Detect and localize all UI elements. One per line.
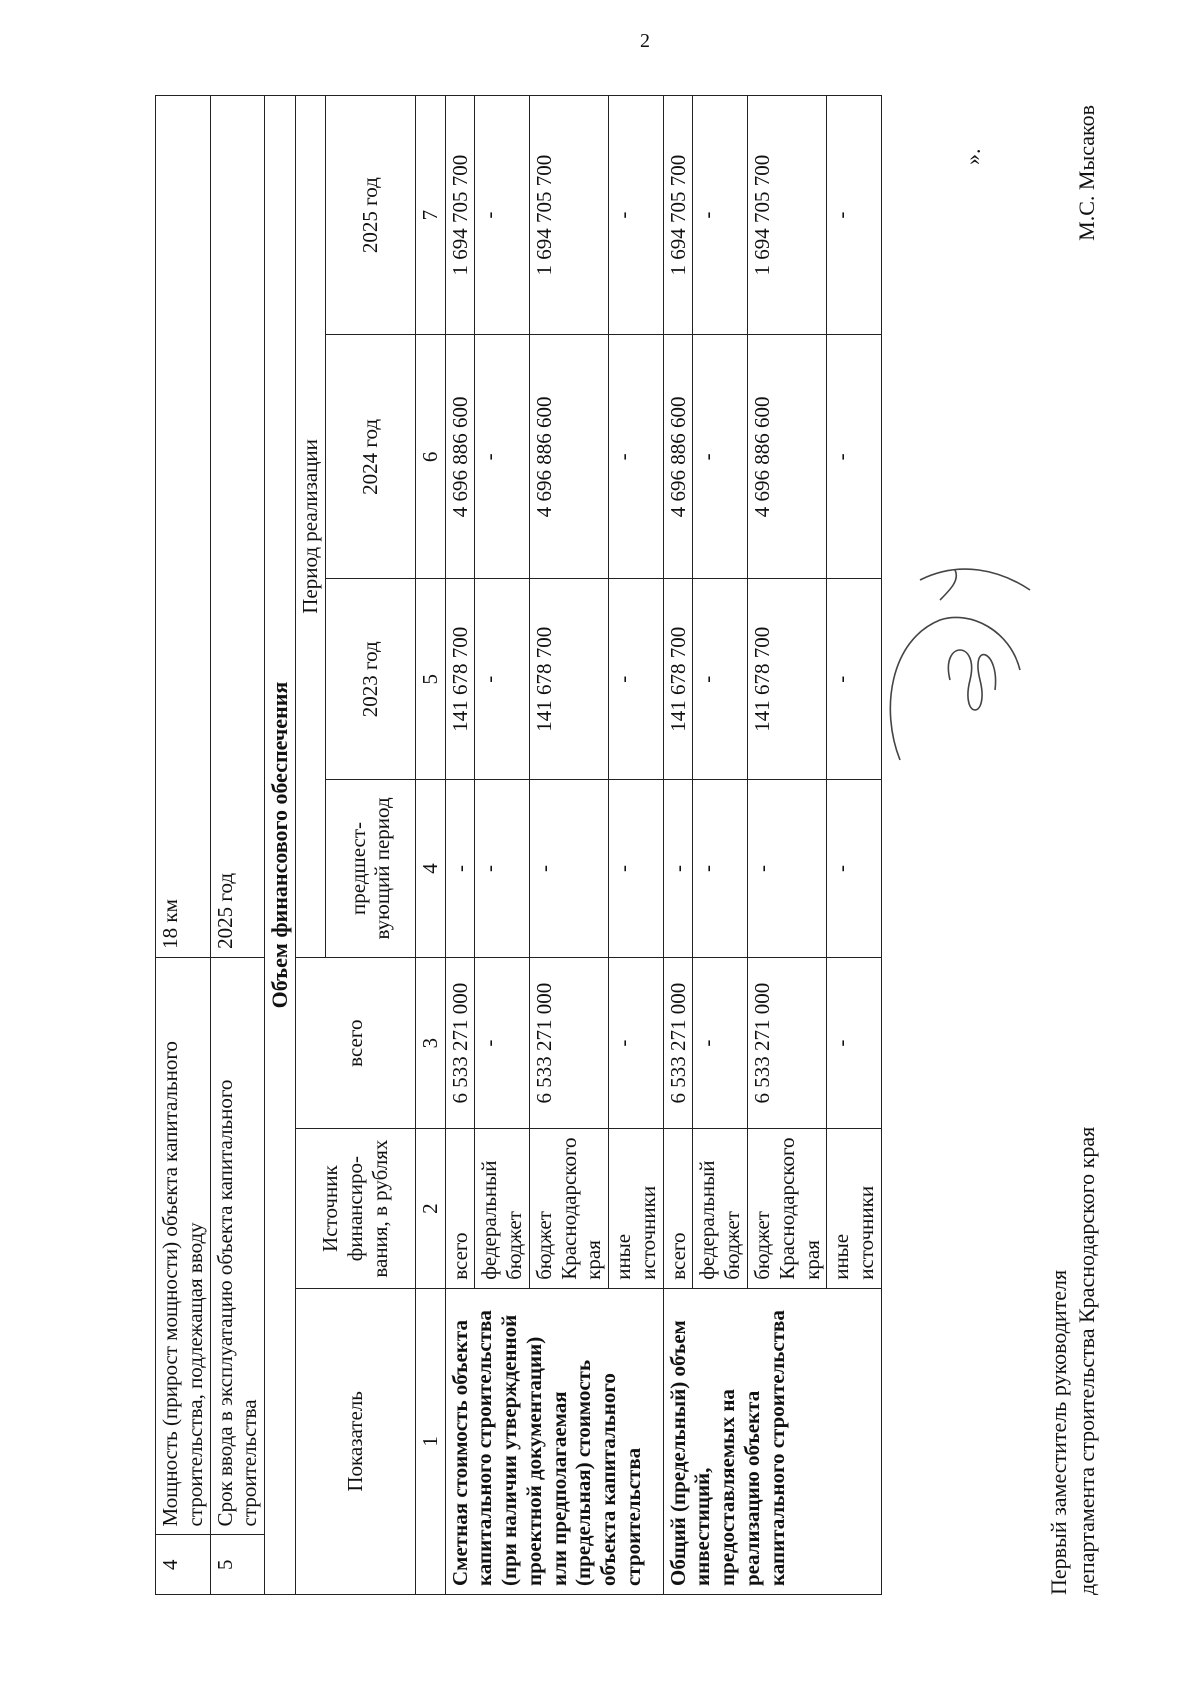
previous-cell: - [529, 780, 608, 958]
y2025-cell: - [693, 96, 748, 335]
y2024-cell: - [475, 335, 530, 579]
row-label: Мощность (прирост мощности) объекта капитального строительства, подлежащая вводу [156, 957, 211, 1535]
total-cell: 6 533 271 000 [529, 957, 608, 1129]
header-2024: 2024 год [325, 335, 415, 579]
header-2025: 2025 год [325, 96, 415, 335]
closing-quote: ». [960, 148, 985, 165]
col-number: 6 [415, 335, 445, 579]
y2025-cell: 1 694 705 700 [529, 96, 608, 335]
col-number: 5 [415, 579, 445, 780]
column-numbers-row [415, 96, 445, 1595]
source-cell: федеральный бюджет [693, 1129, 748, 1288]
source-cell: бюджет Краснодарского края [529, 1129, 608, 1288]
signer-position-line1: Первый заместитель руководителя [1046, 1269, 1071, 1595]
total-cell: 6 533 271 000 [663, 957, 693, 1129]
y2024-cell: - [693, 335, 748, 579]
y2025-cell: 1 694 705 700 [747, 96, 826, 335]
row-capacity [156, 96, 211, 1595]
source-cell: иные источники [609, 1129, 664, 1288]
row-value: 18 км [156, 96, 211, 958]
col-number: 1 [415, 1288, 445, 1594]
y2023-cell: - [475, 579, 530, 780]
section-title: Объем финансового обеспечения [265, 96, 296, 1595]
total-cell: - [475, 957, 530, 1129]
y2024-cell: 4 696 886 600 [529, 335, 608, 579]
handwritten-signature-icon [880, 560, 1040, 790]
col-number: 3 [415, 957, 445, 1129]
header-source: Источник финансиро-вания, в рублях [296, 1129, 416, 1288]
header-period: Период реализации [296, 96, 326, 958]
row-commissioning [210, 96, 265, 1595]
indicator-cell: Сметная стоимость объекта капитального строительства (при наличии утвержденной проектной документации) или предполагаемая (предельная) стоимость объекта капитального строительства [445, 1288, 663, 1594]
previous-cell: - [747, 780, 826, 958]
source-cell: федеральный бюджет [475, 1129, 530, 1288]
previous-cell: - [693, 780, 748, 958]
row-value: 2025 год [210, 96, 265, 958]
source-cell: всего [445, 1129, 475, 1288]
header-row-1 [296, 96, 326, 1595]
source-cell: бюджет Краснодарского края [747, 1129, 826, 1288]
source-cell: иные источники [827, 1129, 882, 1288]
y2023-cell: 141 678 700 [747, 579, 826, 780]
total-cell: 6 533 271 000 [747, 957, 826, 1129]
total-cell: - [827, 957, 882, 1129]
signer-name: М.С. Мысаков [1074, 105, 1099, 241]
section-title-row [265, 96, 296, 1595]
col-number: 4 [415, 780, 445, 958]
header-previous: предшест-вующий период [325, 780, 415, 958]
previous-cell: - [475, 780, 530, 958]
y2025-cell: - [475, 96, 530, 335]
y2025-cell: - [827, 96, 882, 335]
header-2023: 2023 год [325, 579, 415, 780]
table-row [663, 96, 693, 1595]
header-total: всего [296, 957, 416, 1129]
col-number: 7 [415, 96, 445, 335]
y2023-cell: - [609, 579, 664, 780]
y2025-cell: 1 694 705 700 [663, 96, 693, 335]
signer-position-line2: департамента строительства Краснодарского края [1073, 1126, 1099, 1595]
financing-table [155, 95, 882, 1595]
y2024-cell: - [609, 335, 664, 579]
row-label: Срок ввода в эксплуатацию объекта капитального строительства [210, 957, 265, 1535]
previous-cell: - [827, 780, 882, 958]
y2023-cell: - [693, 579, 748, 780]
y2024-cell: 4 696 886 600 [747, 335, 826, 579]
y2025-cell: - [609, 96, 664, 335]
y2024-cell: 4 696 886 600 [663, 335, 693, 579]
previous-cell: - [663, 780, 693, 958]
y2024-cell: - [827, 335, 882, 579]
y2023-cell: 141 678 700 [663, 579, 693, 780]
y2023-cell: 141 678 700 [529, 579, 608, 780]
signature-block [1045, 95, 1100, 1595]
previous-cell: - [609, 780, 664, 958]
y2025-cell: 1 694 705 700 [445, 96, 475, 335]
source-cell: всего [663, 1129, 693, 1288]
indicator-cell: Общий (предельный) объем инвестиций, предоставляемых на реализацию объекта капитального строительства [663, 1288, 881, 1594]
total-cell: - [609, 957, 664, 1129]
y2024-cell: 4 696 886 600 [445, 335, 475, 579]
y2023-cell: - [827, 579, 882, 780]
row-number: 5 [210, 1535, 265, 1595]
page-number: 2 [640, 30, 650, 52]
total-cell: - [693, 957, 748, 1129]
row-number: 4 [156, 1535, 211, 1595]
previous-cell: - [445, 780, 475, 958]
rotated-page-content [155, 95, 1185, 1595]
header-indicator: Показатель [296, 1288, 416, 1594]
col-number: 2 [415, 1129, 445, 1288]
total-cell: 6 533 271 000 [445, 957, 475, 1129]
table-row [445, 96, 475, 1595]
y2023-cell: 141 678 700 [445, 579, 475, 780]
